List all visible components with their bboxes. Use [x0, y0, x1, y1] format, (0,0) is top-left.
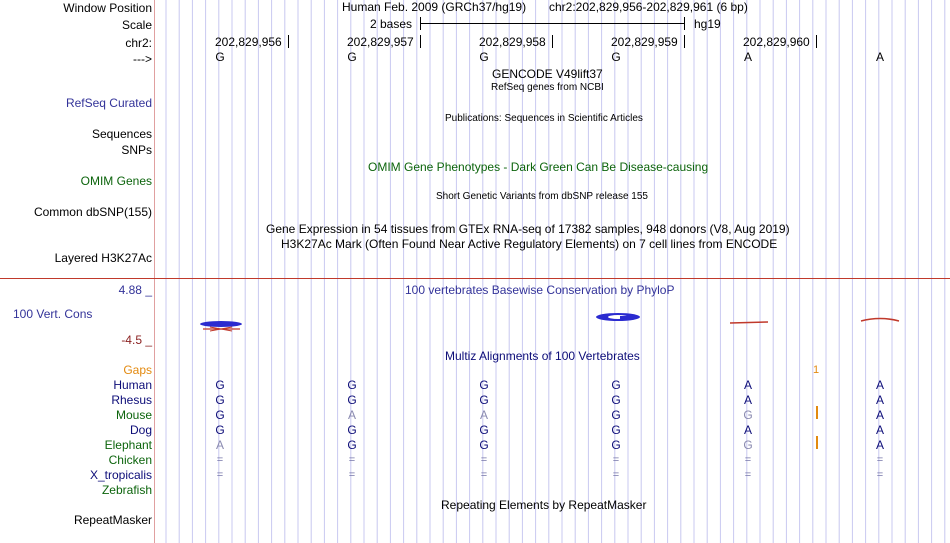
alignment-base: =	[348, 454, 356, 466]
ruler-coordinate: 202,829,956	[215, 35, 282, 49]
scale-label: Scale	[121, 18, 152, 32]
repeatmasker-track-title[interactable]: Repeating Elements by RepeatMasker	[441, 498, 647, 512]
common-dbsnp-label[interactable]: Common dbSNP(155)	[33, 205, 152, 219]
scale-text: 2 bases	[370, 17, 413, 31]
gaps-label[interactable]: Gaps	[123, 363, 152, 377]
alignment-base: G	[611, 393, 621, 407]
alignment-base: A	[875, 423, 884, 437]
reference-base: G	[479, 50, 489, 64]
alignment-base: G	[479, 378, 489, 392]
alignment-base: =	[348, 469, 356, 481]
multiz-track-title[interactable]: Multiz Alignments of 100 Vertebrates	[445, 349, 640, 363]
conservation-glyph-g4	[596, 313, 640, 321]
window-position-label: Window Position	[63, 1, 152, 15]
position-text[interactable]: chr2:202,829,956-202,829,961 (6 bp)	[549, 0, 748, 14]
alignment-base: =	[876, 469, 884, 481]
alignment-base: A	[875, 378, 884, 392]
alignment-base: A	[743, 378, 752, 392]
label-column-border	[154, 0, 155, 543]
reference-base: G	[347, 50, 357, 64]
alignment-base: G	[743, 438, 753, 452]
conservation-glyph-a5	[730, 322, 768, 323]
alignment-base: A	[743, 393, 752, 407]
alignment-base: =	[744, 454, 752, 466]
gaps-marker: 1	[813, 364, 820, 376]
repeatmasker-label[interactable]: RepeatMasker	[73, 513, 152, 527]
reference-base: G	[611, 50, 621, 64]
h3k27ac-track-title[interactable]: H3K27Ac Mark (Often Found Near Active Regulatory Elements) on 7 cell lines from ENCODE	[281, 237, 778, 251]
ruler-coordinate: 202,829,960	[743, 35, 810, 49]
alignment-base: A	[479, 408, 488, 422]
snps-label[interactable]: SNPs	[121, 143, 152, 157]
alignment-base: A	[875, 393, 884, 407]
alignment-base: A	[215, 438, 224, 452]
phylop-max-value: 4.88 _	[118, 283, 152, 297]
species-label[interactable]: X_tropicalis	[89, 468, 152, 482]
alignment-base: =	[480, 469, 488, 481]
species-label[interactable]: Mouse	[115, 408, 152, 422]
alignment-base: G	[479, 423, 489, 437]
alignment-base: =	[216, 469, 224, 481]
strand-label: --->	[133, 52, 152, 66]
ruler-tick	[816, 35, 817, 48]
alignment-base: =	[612, 454, 620, 466]
alignment-base: G	[611, 438, 621, 452]
species-label[interactable]: Dog	[129, 423, 152, 437]
omim-genes-label[interactable]: OMIM Genes	[80, 174, 152, 188]
alignment-base: =	[612, 469, 620, 481]
alignment-base: G	[611, 408, 621, 422]
species-label[interactable]: Rhesus	[111, 393, 152, 407]
ruler-tick	[684, 35, 685, 48]
ruler-coordinate: 202,829,959	[611, 35, 678, 49]
alignment-base: G	[611, 423, 621, 437]
alignment-base: G	[611, 378, 621, 392]
alignment-base: G	[215, 378, 225, 392]
conservation-glyph-a6	[861, 319, 899, 322]
alignment-base: A	[347, 408, 356, 422]
alignment-base: G	[743, 408, 753, 422]
ruler-coordinate: 202,829,958	[479, 35, 546, 49]
species-label[interactable]: Zebrafish	[101, 483, 152, 497]
reference-base: A	[875, 50, 884, 64]
alignment-base: G	[215, 408, 225, 422]
alignment-base: =	[216, 454, 224, 466]
alignment-base: G	[479, 438, 489, 452]
assembly-title[interactable]: Human Feb. 2009 (GRCh37/hg19)	[342, 0, 527, 14]
refseq-track-subtitle: RefSeq genes from NCBI	[491, 82, 604, 93]
phylop-logo-graph	[0, 305, 950, 335]
sequences-label[interactable]: Sequences	[91, 127, 152, 141]
alignment-base: G	[215, 393, 225, 407]
alignment-base: =	[876, 454, 884, 466]
alignment-base: G	[479, 393, 489, 407]
publications-track-title[interactable]: Publications: Sequences in Scientific Articles	[445, 113, 643, 124]
scale-bar	[420, 23, 684, 24]
alignment-base: G	[347, 378, 357, 392]
scale-bar-right-tick	[684, 17, 685, 30]
track-divider	[0, 278, 950, 279]
omim-track-title[interactable]: OMIM Gene Phenotypes - Dark Green Can Be Disease-causing	[368, 160, 709, 174]
alignment-base: A	[875, 408, 884, 422]
insertion-marker-mouse	[816, 406, 818, 419]
alignment-base: G	[347, 438, 357, 452]
alignment-base: A	[743, 423, 752, 437]
reference-base: A	[743, 50, 752, 64]
ruler-tick	[552, 35, 553, 48]
species-label[interactable]: Human	[113, 378, 152, 392]
refseq-curated-label[interactable]: RefSeq Curated	[65, 96, 152, 110]
phylop-track-title[interactable]: 100 vertebrates Basewise Conservation by PhyloP	[405, 283, 675, 297]
alignment-base: G	[215, 423, 225, 437]
gencode-track-title[interactable]: GENCODE V49lift37	[492, 67, 603, 81]
layered-h3k27ac-label[interactable]: Layered H3K27Ac	[54, 251, 152, 265]
scale-bar-left-tick	[420, 17, 421, 30]
chrom-label: chr2:	[125, 36, 152, 50]
dbsnp-track-title[interactable]: Short Genetic Variants from dbSNP release 155	[436, 191, 648, 202]
phylop-min-value: -4.5 _	[121, 333, 152, 347]
reference-base: G	[215, 50, 225, 64]
ruler-tick	[420, 35, 421, 48]
species-label[interactable]: Chicken	[108, 453, 152, 467]
alignment-base: =	[480, 454, 488, 466]
gtex-track-title[interactable]: Gene Expression in 54 tissues from GTEx RNA-seq of 17382 samples, 948 donors (V8, Aug 2019)	[266, 222, 790, 236]
alignment-base: G	[347, 393, 357, 407]
alignment-base: A	[875, 438, 884, 452]
ruler-tick	[288, 35, 289, 48]
alignment-base: =	[744, 469, 752, 481]
species-label[interactable]: Elephant	[104, 438, 152, 452]
scale-db: hg19	[694, 17, 721, 31]
insertion-marker-elephant	[816, 436, 818, 449]
vert-cons-label[interactable]: 100 Vert. Cons	[13, 307, 93, 321]
ruler-coordinate: 202,829,957	[347, 35, 414, 49]
conservation-glyph-g1	[200, 321, 242, 331]
alignment-base: G	[347, 423, 357, 437]
